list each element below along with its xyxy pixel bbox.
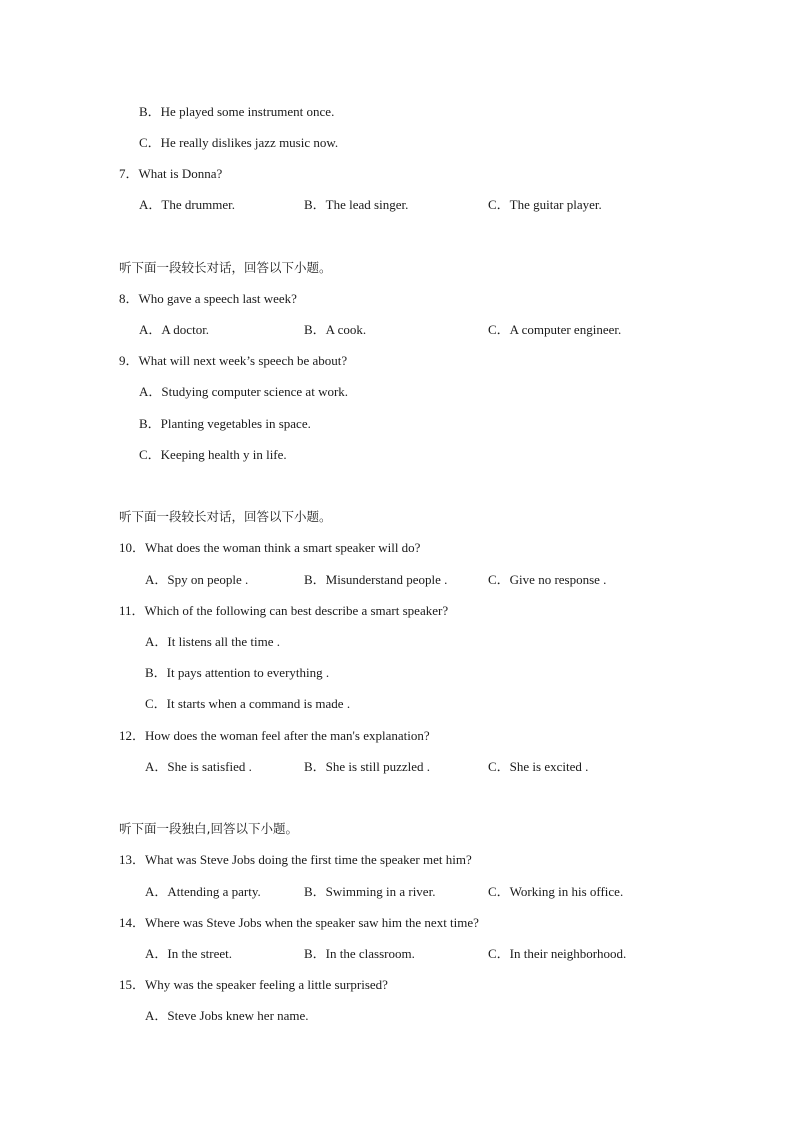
- q11-option-c: C．It starts when a command is made .: [145, 696, 351, 711]
- q7-option-b: B．The lead singer.: [304, 197, 409, 212]
- q10-option-b: B．Misunderstand people .: [304, 572, 448, 587]
- q13-option-b: B．Swimming in a river.: [304, 884, 436, 899]
- q14-option-a: A．In the street.: [145, 946, 233, 961]
- q10-option-c: C．Give no response .: [488, 572, 607, 587]
- section-heading: 听下面一段较长对话，回答以下小题。: [119, 260, 332, 275]
- q12-text: 12．How does the woman feel after the man's explanation?: [119, 728, 430, 743]
- q8-option-c: C．A computer engineer.: [488, 322, 622, 337]
- q12-option-b: B．She is still puzzled .: [304, 759, 431, 774]
- section-heading: 听下面一段独白,回答以下小题。: [119, 821, 298, 836]
- q15-text: 15．Why was the speaker feeling a little surprised?: [119, 977, 388, 992]
- q13-option-a: A．Attending a party.: [145, 884, 261, 899]
- section-heading: 听下面一段较长对话，回答以下小题。: [119, 509, 332, 524]
- q8-option-a: A．A doctor.: [139, 322, 210, 337]
- q12-option-a: A．She is satisfied .: [145, 759, 252, 774]
- q15-option-a: A．Steve Jobs knew her name.: [145, 1008, 309, 1023]
- q13-option-c: C．Working in his office.: [488, 884, 624, 899]
- q12-option-c: C．She is excited .: [488, 759, 589, 774]
- q9-text: 9．What will next week’s speech be about?: [119, 353, 348, 368]
- q8-option-b: B．A cook.: [304, 322, 367, 337]
- q13-text: 13．What was Steve Jobs doing the first time the speaker met him?: [119, 852, 472, 867]
- q9-option-b: B．Planting vegetables in space.: [139, 416, 311, 431]
- q11-text: 11．Which of the following can best describe a smart speaker?: [119, 603, 449, 618]
- q7-text: 7．What is Donna?: [119, 166, 223, 181]
- q10-text: 10．What does the woman think a smart speaker will do?: [119, 540, 421, 555]
- q14-text: 14．Where was Steve Jobs when the speaker saw him the next time?: [119, 915, 479, 930]
- q8-text: 8．Who gave a speech last week?: [119, 291, 297, 306]
- q11-option-a: A．It listens all the time .: [145, 634, 281, 649]
- q7-option-c: C．The guitar player.: [488, 197, 602, 212]
- q9-option-c: C．Keeping health y in life.: [139, 447, 287, 462]
- q9-option-a: A．Studying computer science at work.: [139, 384, 349, 399]
- q6-option-b: B．He played some instrument once.: [139, 104, 335, 119]
- q6-option-c: C．He really dislikes jazz music now.: [139, 135, 339, 150]
- q7-option-a: A．The drummer.: [139, 197, 236, 212]
- q14-option-b: B．In the classroom.: [304, 946, 415, 961]
- q11-option-b: B．It pays attention to everything .: [145, 665, 330, 680]
- q10-option-a: A．Spy on people .: [145, 572, 249, 587]
- q14-option-c: C．In their neighborhood.: [488, 946, 627, 961]
